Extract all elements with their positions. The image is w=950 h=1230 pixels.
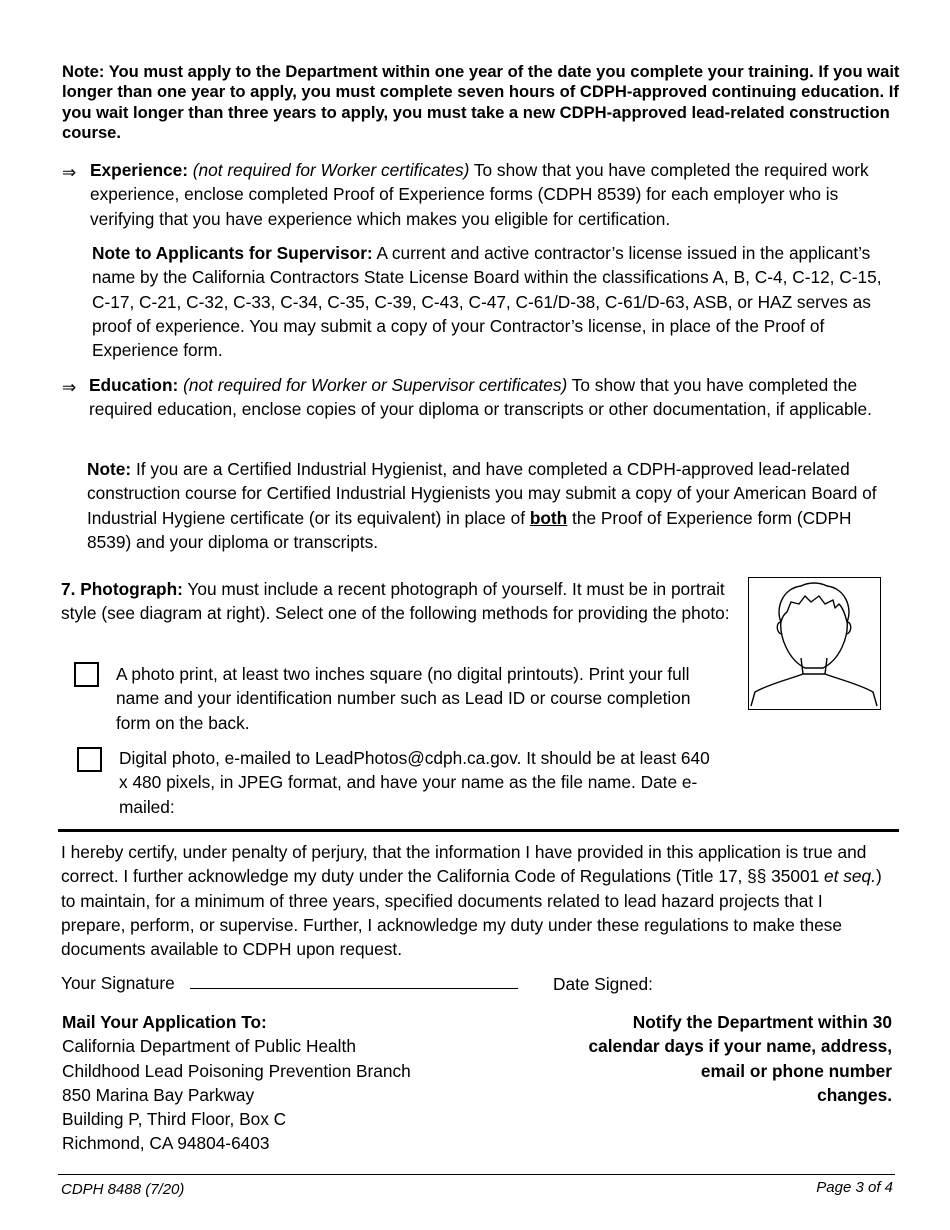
notify-line: changes. (817, 1084, 892, 1105)
certification-text-end: ) to maintain, for a minimum of three years, specified documents related to lead hazard projects that I prepare, perform, or supervise. Further, I acknowledge my duty under these regulations to make these documents available to CDPH upon request. (61, 866, 882, 960)
training-deadline-note: Note: You must apply to the Department within one year of the date you complete your training. If you wait longer than one year to apply, you must complete seven hours of CDPH-approved continuing education. If you wait longer than three years to apply, you must take a new CDPH-approved lead-related construction course. (62, 62, 900, 142)
footer-divider (58, 1174, 895, 1175)
photograph-label: 7. Photograph: (61, 579, 183, 599)
signature-label: Your Signature (61, 973, 175, 993)
address-line: California Department of Public Health (62, 1036, 356, 1057)
portrait-diagram (748, 577, 881, 710)
et-seq-text: et seq. (824, 866, 876, 887)
photo-print-checkbox[interactable] (74, 662, 99, 687)
signature-line[interactable] (190, 988, 518, 989)
experience-label: Experience: (90, 160, 188, 180)
form-id: CDPH 8488 (7/20) (61, 1181, 185, 1198)
page-number: Page 3 of 4 (816, 1179, 893, 1196)
address-line: Richmond, CA 94804-6403 (62, 1133, 270, 1154)
bullet-arrow-icon: ⇒ (62, 378, 77, 397)
portrait-silhouette-icon (749, 578, 879, 708)
bullet-arrow-icon: ⇒ (62, 163, 77, 182)
certification-text: I hereby certify, under penalty of perjury, that the information I have provided in this application is true and correct. I further acknowledge my duty under the California Code of Regulations (Title 17, §§ 35001 (61, 842, 867, 887)
hygienist-note-text-end: the Proof of Experience form (CDPH 8539) and your diploma or transcripts. (87, 507, 852, 552)
education-label: Education: (89, 375, 179, 395)
address-line: Building P, Third Floor, Box C (62, 1109, 287, 1130)
notify-department-note (540, 1010, 892, 1107)
supervisor-note (92, 241, 884, 362)
education-section (89, 373, 899, 422)
notify-line: Notify the Department within 30 (632, 1012, 892, 1032)
experience-section (90, 158, 890, 231)
education-qualifier: (not required for Worker or Supervisor certificates) (183, 375, 568, 395)
mail-heading: Mail Your Application To: (62, 1012, 267, 1032)
mailing-address (62, 1010, 522, 1156)
experience-qualifier: (not required for Worker certificates) (192, 160, 470, 180)
hygienist-note-label: Note: (87, 459, 132, 479)
photograph-section (61, 577, 733, 626)
hygienist-note-text: If you are a Certified Industrial Hygienist, and have completed a CDPH-approved lead-related construction course for Certified Industrial Hygienists you may submit a copy of your American Board of Industrial Hygiene certificate (or its equivalent) in place of (87, 459, 877, 528)
address-line: 850 Marina Bay Parkway (62, 1084, 255, 1105)
supervisor-note-text: A current and active contractor’s license issued in the applicant’s name by the California Contractors State License Board within the classifications A, B, C-4, C-12, C-15, C-17, C-21, C-32, C-33, C-34, C-35, C-39, C-43, C-47, C-61/D-38, C-61/D-63, ASB, or HAZ serves as proof of experience. You may submit a copy of your Contractor’s license, in place of the Proof of Experience form. (92, 243, 882, 361)
both-emphasis: both (529, 507, 568, 528)
notify-line: calendar days if your name, address, (588, 1036, 892, 1057)
photo-print-option: A photo print, at least two inches square (no digital printouts). Print your full name and your identification number such as Lead ID or course completion form on the back. (116, 664, 691, 733)
photo-email-option: Digital photo, e-mailed to LeadPhotos@cdph.ca.gov. It should be at least 640 x 480 pixels, in JPEG format, and have your name as the file name. Date e-mailed: (119, 748, 710, 817)
experience-text: To show that you have completed the required work experience, enclose completed Proof of Experience forms (CDPH 8539) for each employer who is verifying that you have experience which makes you eligible for certification. (90, 160, 869, 229)
education-text: To show that you have completed the required education, enclose copies of your diploma or transcripts or other documentation, if applicable. (89, 375, 872, 420)
supervisor-note-label: Note to Applicants for Supervisor: (92, 243, 373, 263)
date-signed-label: Date Signed: (553, 974, 653, 994)
certification-statement (61, 840, 891, 961)
address-line: Childhood Lead Poisoning Prevention Branch (62, 1060, 411, 1081)
photograph-text: You must include a recent photograph of yourself. It must be in portrait style (see diagram at right). Select one of the following methods for providing the photo: (61, 579, 730, 624)
notify-line: email or phone number (700, 1060, 892, 1081)
photo-email-checkbox[interactable] (77, 747, 102, 772)
section-divider (58, 829, 899, 832)
hygienist-note (87, 457, 897, 554)
